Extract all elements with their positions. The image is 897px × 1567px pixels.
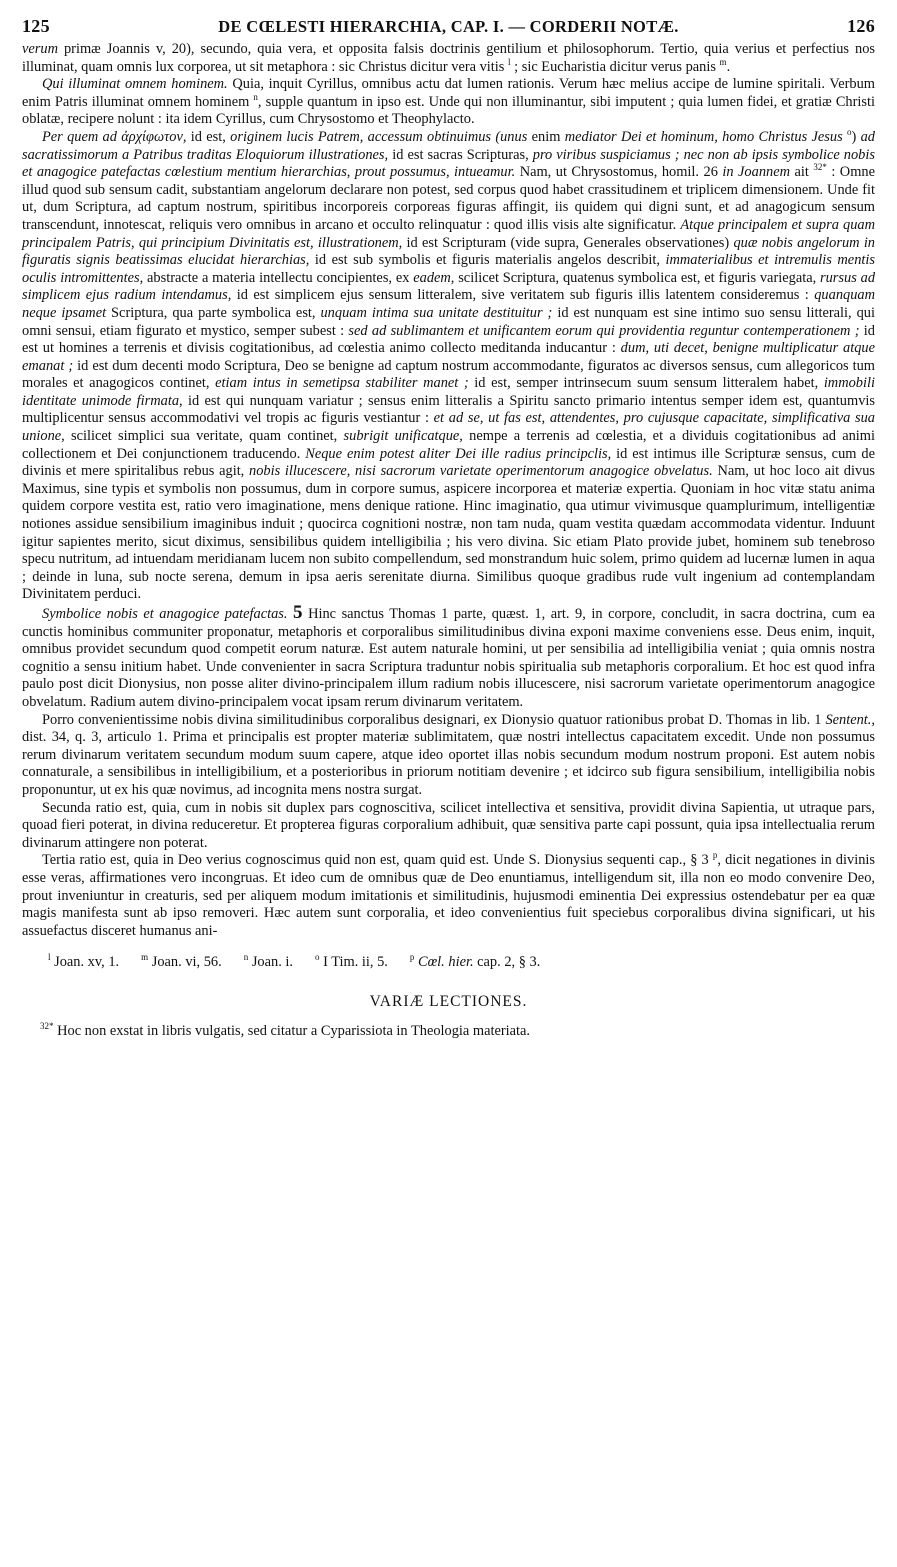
paragraph [22, 76, 875, 129]
text-run: ; sic Eucharistia dicitur verus panis [510, 58, 720, 75]
italic-text: originem lucis Patrem, accessum obtinuimus (unus [230, 128, 528, 145]
italic-text: unquam intima sua unitate destituitur ; [320, 304, 553, 321]
italic-text: quanquam neque ipsamet [22, 287, 875, 321]
text-run: Nam, ut Chrysostomus, homil. 26 [515, 164, 723, 181]
running-title: DE CŒLESTI HIERARCHIA, CAP. I. — CORDERII NOTÆ. [218, 17, 679, 36]
variant-reading [22, 1023, 875, 1040]
note-reference: o [847, 127, 852, 138]
text-run: id est, semper intrinsecum suum sensum litteralem habet, [468, 375, 824, 392]
italic-text: in Joannem [722, 164, 790, 181]
text-run: Quia, inquit Cyrillus, omnibus actu dat lumen rationis. Verum hæc melius accipe de lumine spiritali. Verbum enim Patris illuminat omnem hominem [22, 76, 875, 110]
text-run: id est Scripturam (vide supra, Generales observationes) [402, 234, 734, 251]
italic-text: dum, uti decet, benigne multiplicatur atque emanat ; [22, 340, 875, 374]
text-run: id est, [186, 128, 231, 145]
note-reference: l [508, 56, 511, 67]
footnote [315, 954, 388, 971]
italic-text: immobili identitate unimode firmata, [22, 375, 875, 409]
text-run: Hinc sanctus Thomas 1 parte, quæst. 1, art. 9, in corpore, concludit, in sacra doctrina, cum ea cunctis hominibus communiter proponatur, metaphoris et corporalibus similitudinibus divina exponi maxime conveniens esse. Deus enim, inquit, omnibus providet secundum quod competit eorum naturæ. Est autem naturale homini, ut per sensibilia ad intelligibilia veniat ; quia omnis nostra cognitio a sensu initium habet. Unde convenienter in sacra Scriptura traduntur nobis spiritualia sub metaphoris corporalium. Et hoc est quod infra paulo post dicit Dionysius, non posse aliter divino-principalem illum radium nobis illucescere, nisi sacrorum varietate operimentorum anagogice obvelatum. Radium autem divino-principalem vocat ipsam rerum divinarum veritatem. [22, 606, 875, 710]
footnote-text: Joan. xv, 1. [50, 954, 120, 971]
italic-text: subrigit unificatque, [343, 428, 463, 445]
text-run: . [726, 58, 731, 75]
running-header [22, 16, 875, 37]
text-run: , dicit negationes in divinis esse veras, affirmationes vero incongruas. Et ideo cum de omnibus quæ de Deo enuntiamus, intelligendum sit, illa non eo modo convenire Deo, prout inveniuntur in creaturis, sed per aliquem modum imitationis et similitudinis, hujusmodi eminentia Dei expressius ostendebatur per ea quæ magis manifesta sunt ab ipso removeri. Hæc autem sunt corporalia, et ideo convenientius fuit speciebus corporalibus divina significari, ut his assuefactus disceret humanus ani- [22, 852, 875, 939]
text-run: id est nunquam est sine intimo suo sensu litterali, qui omni sensui, etiam figurato et mystico, semper subest : [22, 304, 875, 339]
text-run: enim [527, 128, 565, 145]
text-run: primæ Joannis v, 20), secundo, quia vera, et opposita falsis doctrinis gentilium et philosophorum. Tertio, quia verius et perfectius nos illuminat, quam omnis lux corporea, ut sit metaphora : sic Christus dicitur vera vitis [22, 41, 875, 75]
note-reference: n [253, 91, 258, 102]
text-run: id est sub symbolis et figuris materialis angelos describit, [309, 252, 666, 269]
text-run: id est dum decenti modo Scriptura, Deo se benigne ad captum nostrum accommodante, figuratos ac diversos sensus, cum allegoricos tum morales et anagogicos continet, [22, 357, 875, 392]
italic-text: verum [22, 41, 58, 57]
footnote [244, 954, 293, 971]
italic-text: ad sacratissimorum a Patribus traditas Eloquiorum illustrationes, [22, 128, 875, 163]
italic-text: rursus ad simplicem ejus radium intendamus, [22, 269, 876, 304]
footnote-mark: l [48, 952, 51, 963]
text-run: scilicet Scriptura, quatenus symbolica est, et figuris variegata, [454, 269, 821, 286]
variant-text: Hoc non exstat in libris vulgatis, sed citatur a Cyparissiota in Theologia materiata. [57, 1023, 531, 1040]
footnote [48, 954, 119, 971]
variant-mark: 32* [40, 1021, 54, 1032]
footnote-text: Cœl. hier. [414, 954, 474, 971]
footnote-mark: n [243, 952, 249, 963]
text-run: id est simplicem ejus sensum litteralem, sive veritatem sub figuris illis latentem consideremus : [231, 287, 815, 304]
text-run: : Omne illud quod sub sensum cadit, substantiam angelorum declarare non potest, sed corpus quod habet crassitudinem et triplicem dimensionem. Unde fit ut, dum Scriptura, ad captum nostrum, spiritibus incorporeis corporeas figuras affingit, iis quidem qui digni sunt, et ad anagogicum sensum transcendunt, innotescat, reliquis vero omnibus in arcano et occulto relinquatur : quod illis visis alte significatur. [22, 164, 875, 233]
italic-text: etiam intus in semetipsa stabiliter manet ; [215, 375, 469, 392]
text-run: Porro convenientissime nobis divina similitudinibus corporalibus designari, ex Dionysio quatuor rationibus probat D. Thomas in lib. 1 [42, 711, 826, 728]
text-run: abstracte a materia intellectu concipientes, ex [143, 269, 414, 286]
text-run: nempe a terrenis ad cœlestia, et a dividuis cogitationibus ad animi collectionem et Dei conjunctionem traducendo. [22, 428, 876, 462]
footnote-text: Joan. vi, 56. [148, 954, 222, 971]
footnote [141, 954, 222, 971]
text-run: Scriptura, qua parte symbolica est, [106, 304, 321, 321]
text-run: Tertia ratio est, quia in Deo verius cognoscimus quid non est, quam quid est. Unde S. Dionysius sequenti cap., § 3 [42, 852, 713, 869]
page-number-left: 125 [22, 16, 50, 36]
paragraph [22, 852, 875, 940]
italic-text: Sentent., [825, 711, 875, 728]
footnote-text: Joan. i. [248, 954, 293, 971]
footnote [410, 954, 540, 971]
main-text [22, 41, 875, 940]
footnote-text: cap. 2, § 3. [473, 954, 541, 971]
margin-number: 5 [293, 602, 303, 623]
footnote-text: I Tim. ii, 5. [319, 954, 388, 971]
italic-text: quæ nobis angelorum in figuratis signis beatissimas elucidat hierarchias, [22, 234, 876, 269]
italic-text: eadem, [413, 269, 455, 286]
italic-text: pro viribus suspiciamus ; nec non ab ipsis symbolice nobis et anagogice patefactas cœlestium mentium hierarchias, prout possumus, intueamur. [22, 146, 875, 181]
text-run: ) [851, 128, 861, 145]
text-run: dist. 34, q. 3, articulo 1. Prima et principalis est propter materiæ sublimitatem, quæ nostri intellectus capacitatem excedit. Unde non possumus rerum divinarum veritatem secundum modum suum capere, atque ideo oportet illas nobis secundum modum nostrum proponi. Est autem nobis connaturale, a sensibilibus in intelligibilium, et a posterioribus in priorum notitiam devenire ; et idcirco sub figura sensibilium, intelligibilia nobis proponuntur, ut ex his quæ novimus, ad incognita mens nostra surgat. [22, 729, 875, 798]
italic-text: Neque enim potest aliter Dei ille radius principclis, [305, 445, 612, 462]
note-reference: 32* [813, 162, 827, 173]
paragraph [22, 712, 875, 800]
italic-text: sed ad sublimantem et unificantem eorum qui providentia reguntur contemperationem ; [348, 322, 860, 339]
text-run: Secunda ratio est, quia, cum in nobis sit duplex pars cognoscitiva, scilicet intellectiva et sensitiva, providit divina Sapientia, ut utraque pars, quoad fieri poterat, in divina reduceretur. Et propterea figuras corporalium adhibuit, quæ sensitiva parte capi possunt, quia ipsa intellectualia rerum divinarum attingere non poterat. [22, 799, 875, 851]
text-run: , supple quantum in ipso est. Unde qui non illuminantur, sibi imputent ; quia lumen fidei, et gratiæ Christi oblatæ, recipere nolunt : ita idem Cyrillus, cum Chrysostomo et Theophylacto. [22, 93, 875, 128]
footnote-mark: p [409, 952, 415, 963]
italic-text: et ad se, ut fas est, attendentes, pro cujusque capacitate, simplificativa sua unione, [22, 410, 875, 445]
text-run: id est intimus ille Scripturæ sensus, cum de divinis et mere spiritalibus rebus agit, [22, 445, 875, 480]
italic-text: Symbolice nobis et anagogice patefactas. [42, 606, 288, 622]
page-number-right: 126 [847, 16, 875, 36]
text-run: id est sacras Scripturas, [388, 146, 533, 163]
paragraph [22, 604, 875, 712]
text-run: Nam, ut hoc loco ait divus Maximus, sine typis et symbolis non possumus, dum in corpore sumus, aspicere incorporea et materiæ expertia. Quoniam in hoc vitæ statu anima quidem corpore vestita est, ratio vero imaginatione, mens denique ratione. Hinc imaginatio, qua utimur vivimusque quamplurimum, intelligentiæ notiones assidue sensibilium imaginibus induit ; quocirca cognitioni nostræ, non tam nuda, quam vestita quædam accommodata videntur. Induunt igitur sapientes merito, sicut diximus, sensibilibus quidem intelligibilia ; his vero divina. Sic etiam Plato provide jubet, hominem sub tenebroso specu nutritum, ad intuendam meridianam lucem non subito compellendum, sed monstrandum huic solem, primo quidem ad lucernæ lumen in aqua ; deinde in luna, sub nocte serena, demum in ipsa aeris serenitate diurna. Similibus quoque gradibus rude vult ingenium ad contemplandam Divinitatem perduci. [22, 463, 875, 603]
note-reference: m [719, 56, 727, 67]
italic-text: Atque principalem et supra quam principalem Patris, qui principium Divinitatis est, illustrationem, [22, 216, 876, 251]
text-run: id est qui nunquam variatur ; sensus enim litteralis a Spiritu sancto primario intentus semper idem est, quantumvis multiplicentur sensus accommodativi vel tropis ac figuris vestiantur : [22, 392, 875, 427]
paragraph [22, 800, 875, 853]
footnote-mark: o [315, 952, 320, 963]
text-run: ait [790, 164, 814, 181]
variant-readings-heading: VARIÆ LECTIONES. [369, 993, 528, 1011]
italic-text: nobis illucescere, nisi sacrorum varietate operimentorum anagogice obvelatus. [249, 463, 713, 480]
note-reference: p [712, 850, 718, 861]
paragraph [22, 129, 875, 604]
italic-text: Qui illuminat omnem hominem. [42, 76, 228, 93]
paragraph [22, 41, 875, 76]
footnotes [22, 954, 875, 971]
text-run: id est ut homines a terrenis et divisis cogitationibus, ad cœlestia animo collecto meditanda inducantur : [22, 322, 876, 357]
italic-text: Per quem ad ἀρχίφωτον, [42, 128, 187, 145]
italic-text: mediator Dei et hominum, homo Christus Jesus [564, 128, 843, 145]
text-run: scilicet simplici sua veritate, quam continet, [64, 428, 344, 445]
footnote-mark: m [141, 952, 149, 963]
italic-text: immaterialibus et intremulis mentis oculis intromittentes, [22, 252, 875, 286]
